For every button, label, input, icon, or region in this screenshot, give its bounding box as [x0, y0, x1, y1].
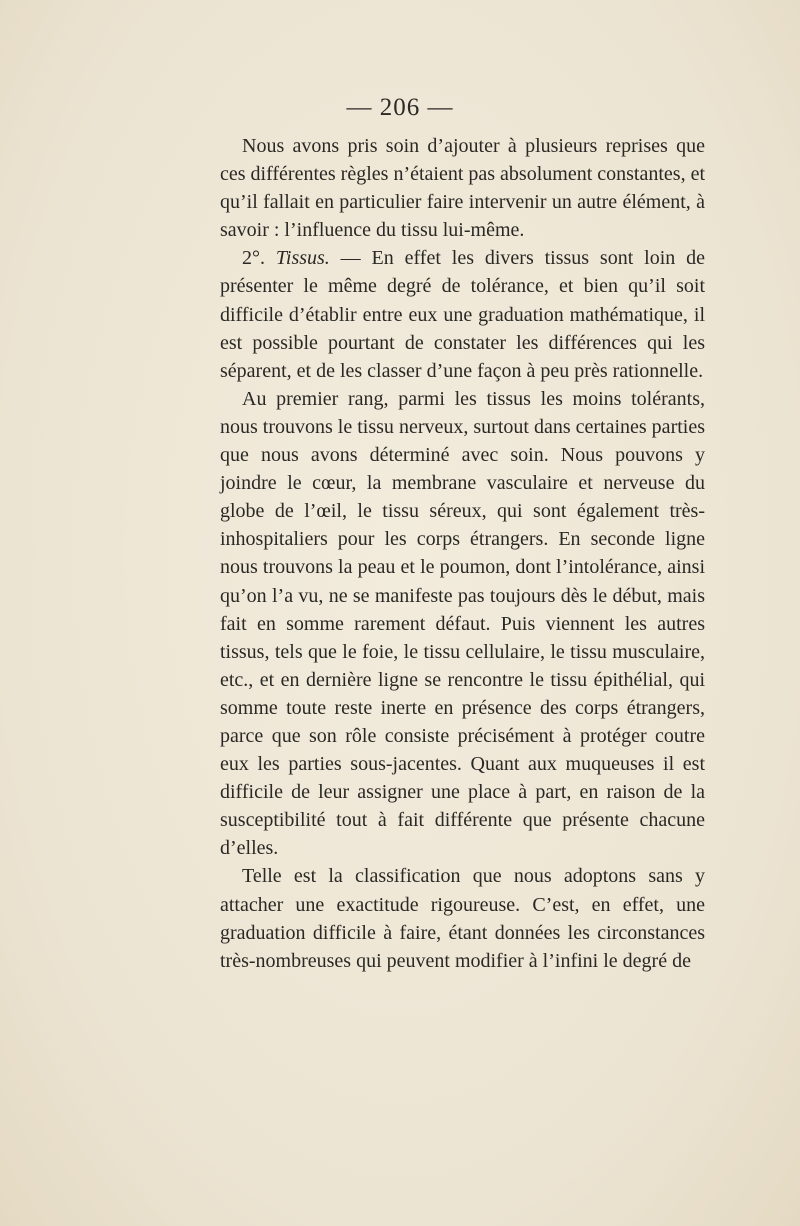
paragraph-4: Telle est la classification que nous adoptons sans y attacher une exactitude rigoureuse. C’est, en effet, une graduation difficile à faire, étant données les circonstances très-nombreuses qui peuvent modifier à l’infini le degré de — [220, 865, 705, 972]
page-number: — 206 — — [346, 94, 454, 121]
section-title: Tissus. — [275, 247, 330, 270]
paragraph-1: Nous avons pris soin d’ajouter à plusieurs reprises que ces différentes règles n’étaient pas absolument constantes, et qu’il fallait en particulier faire intervenir un autre élément, à savoir : l’influence du tissu lui-même. — [220, 135, 706, 242]
body-text — [220, 132, 705, 975]
paragraph-2-text: — En effet les divers tissus sont loin de présenter le même degré de tolérance, et bien qu’il soit difficile d’établir entre eux une graduation mathématique, il est possible pourtant de constater les différences qui les séparent, et de les classer d’une façon à peu près rationnelle. — [220, 247, 706, 382]
paragraph-2 — [220, 244, 705, 384]
paragraph-3: Au premier rang, parmi les tissus les moins tolérants, nous trouvons le tissu nerveux, surtout dans certaines parties que nous avons déterminé avec soin. Nous pouvons y joindre le cœur, la membrane vasculaire et nerveuse du globe de l’œil, le tissu séreux, qui sont également très-inhospitaliers pour les corps étrangers. En seconde ligne nous trouvons la peau et le poumon, dont l’intolérance, ainsi qu’on l’a vu, ne se manifeste pas toujours dès le début, mais fait en somme rarement défaut. Puis viennent les autres tissus, tels que le foie, le tissu cellulaire, le tissu musculaire, etc., et en dernière ligne se rencontre le tissu épithélial, qui somme toute reste inerte en présence des corps étrangers, parce que son rôle consiste précisément à protéger coutre eux les parties sous-jacentes. Quant aux muqueuses il est difficile de leur assigner une place à part, en raison de la susceptibilité tout à fait différente que présente chacune d’elles. — [220, 387, 705, 860]
section-number: 2°. — [242, 247, 276, 270]
